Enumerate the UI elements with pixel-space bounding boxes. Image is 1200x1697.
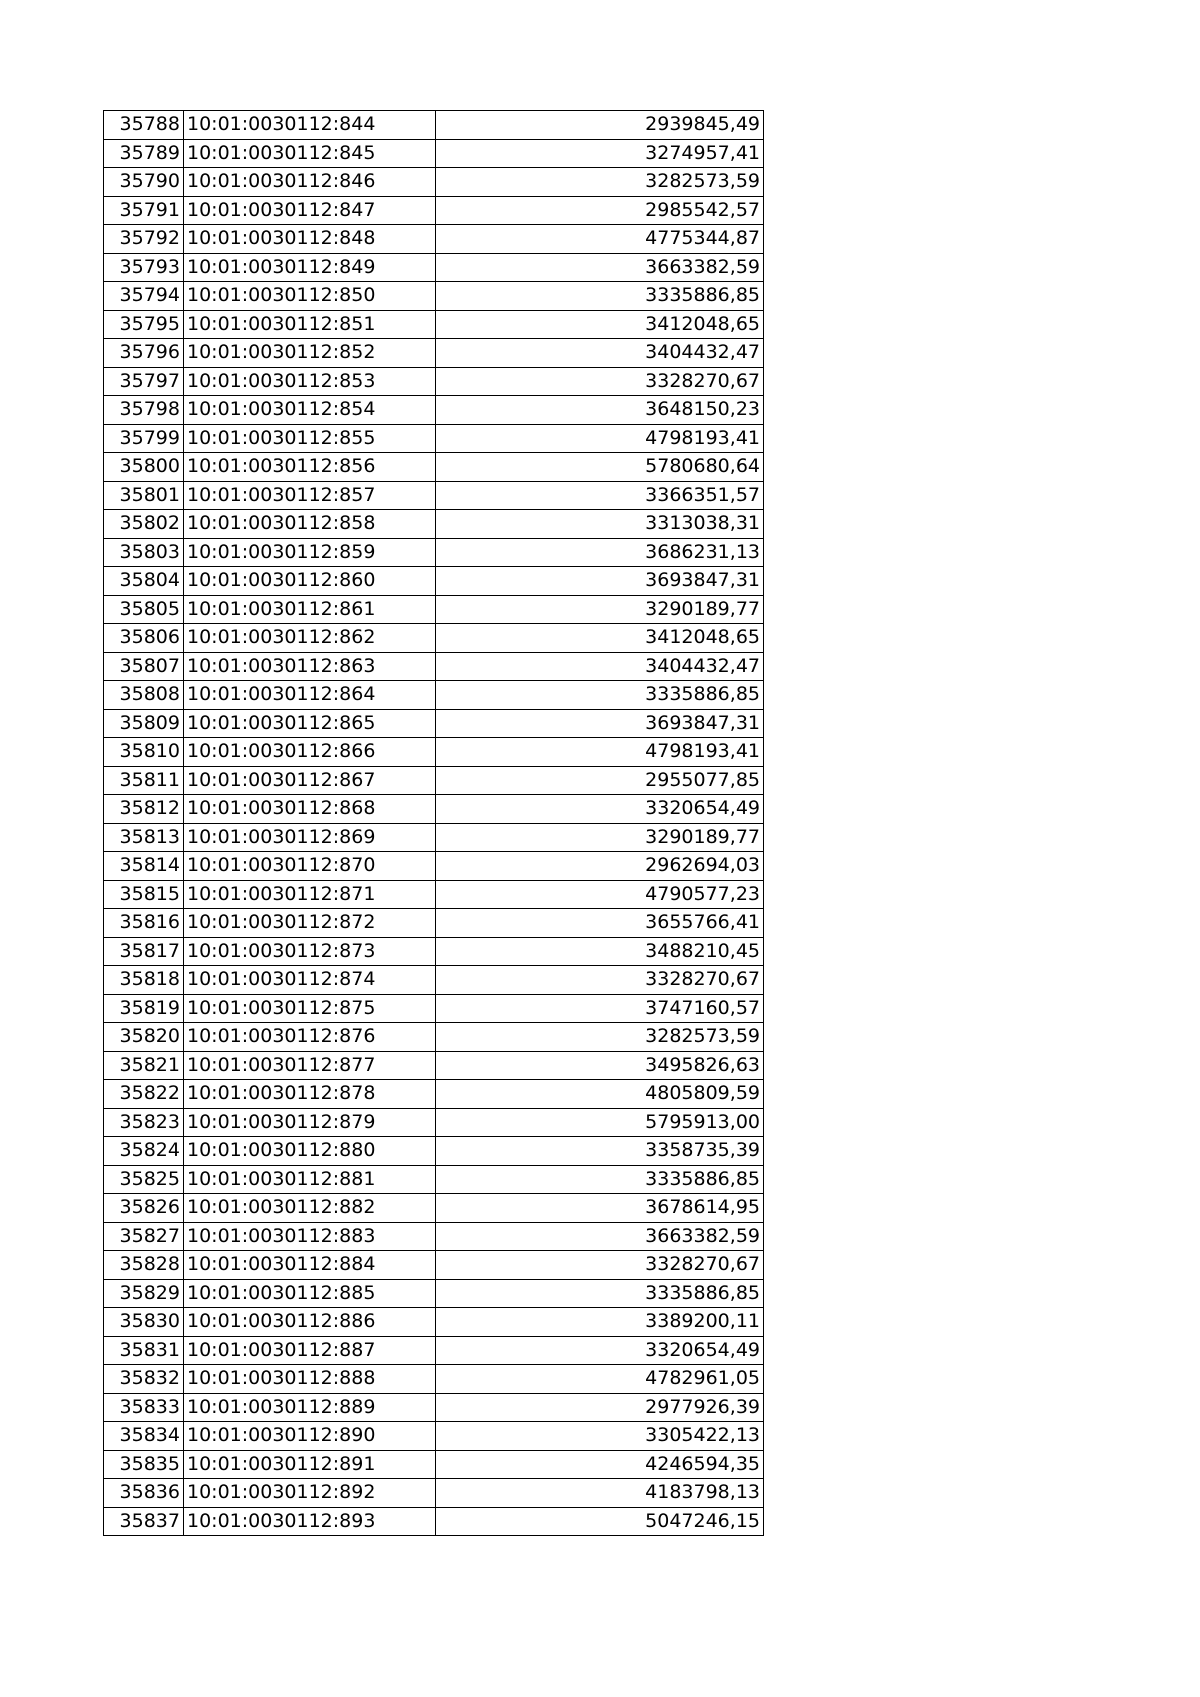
cadastral-number-cell: 10:01:0030112:845 bbox=[184, 139, 436, 168]
table-row bbox=[104, 852, 764, 881]
cadastral-number-cell: 10:01:0030112:856 bbox=[184, 453, 436, 482]
row-number-cell: 35793 bbox=[104, 253, 184, 282]
table-row bbox=[104, 994, 764, 1023]
table-row bbox=[104, 111, 764, 140]
value-cell: 4790577,23 bbox=[436, 880, 764, 909]
value-cell: 2977926,39 bbox=[436, 1393, 764, 1422]
value-cell: 3335886,85 bbox=[436, 282, 764, 311]
table-row bbox=[104, 1422, 764, 1451]
row-number-cell: 35804 bbox=[104, 567, 184, 596]
value-cell: 2955077,85 bbox=[436, 766, 764, 795]
row-number-cell: 35831 bbox=[104, 1336, 184, 1365]
table-row bbox=[104, 652, 764, 681]
row-number-cell: 35800 bbox=[104, 453, 184, 482]
row-number-cell: 35833 bbox=[104, 1393, 184, 1422]
row-number-cell: 35810 bbox=[104, 738, 184, 767]
table-row bbox=[104, 1479, 764, 1508]
cadastral-number-cell: 10:01:0030112:883 bbox=[184, 1222, 436, 1251]
value-cell: 3495826,63 bbox=[436, 1051, 764, 1080]
row-number-cell: 35835 bbox=[104, 1450, 184, 1479]
row-number-cell: 35791 bbox=[104, 196, 184, 225]
table-row bbox=[104, 766, 764, 795]
row-number-cell: 35834 bbox=[104, 1422, 184, 1451]
cadastral-number-cell: 10:01:0030112:876 bbox=[184, 1023, 436, 1052]
table-row bbox=[104, 1137, 764, 1166]
value-cell: 3282573,59 bbox=[436, 1023, 764, 1052]
value-cell: 4246594,35 bbox=[436, 1450, 764, 1479]
cadastral-number-cell: 10:01:0030112:859 bbox=[184, 538, 436, 567]
row-number-cell: 35805 bbox=[104, 595, 184, 624]
row-number-cell: 35817 bbox=[104, 937, 184, 966]
value-cell: 4782961,05 bbox=[436, 1365, 764, 1394]
value-cell: 3328270,67 bbox=[436, 1251, 764, 1280]
cadastral-number-cell: 10:01:0030112:861 bbox=[184, 595, 436, 624]
cadastral-number-cell: 10:01:0030112:854 bbox=[184, 396, 436, 425]
cadastral-number-cell: 10:01:0030112:884 bbox=[184, 1251, 436, 1280]
value-cell: 4183798,13 bbox=[436, 1479, 764, 1508]
table-row bbox=[104, 396, 764, 425]
table-body bbox=[104, 111, 764, 1536]
table-row bbox=[104, 738, 764, 767]
table-row bbox=[104, 367, 764, 396]
table-row bbox=[104, 282, 764, 311]
table-row bbox=[104, 1365, 764, 1394]
cadastral-value-table bbox=[103, 110, 764, 1536]
cadastral-number-cell: 10:01:0030112:889 bbox=[184, 1393, 436, 1422]
row-number-cell: 35819 bbox=[104, 994, 184, 1023]
row-number-cell: 35815 bbox=[104, 880, 184, 909]
cadastral-number-cell: 10:01:0030112:864 bbox=[184, 681, 436, 710]
row-number-cell: 35803 bbox=[104, 538, 184, 567]
value-cell: 3389200,11 bbox=[436, 1308, 764, 1337]
value-cell: 3663382,59 bbox=[436, 253, 764, 282]
table-row bbox=[104, 1336, 764, 1365]
cadastral-number-cell: 10:01:0030112:844 bbox=[184, 111, 436, 140]
value-cell: 5795913,00 bbox=[436, 1108, 764, 1137]
value-cell: 3320654,49 bbox=[436, 795, 764, 824]
value-cell: 3358735,39 bbox=[436, 1137, 764, 1166]
cadastral-number-cell: 10:01:0030112:867 bbox=[184, 766, 436, 795]
table-row bbox=[104, 1023, 764, 1052]
value-cell: 3366351,57 bbox=[436, 481, 764, 510]
table-row bbox=[104, 709, 764, 738]
table-row bbox=[104, 1051, 764, 1080]
row-number-cell: 35830 bbox=[104, 1308, 184, 1337]
cadastral-number-cell: 10:01:0030112:848 bbox=[184, 225, 436, 254]
row-number-cell: 35807 bbox=[104, 652, 184, 681]
table-row bbox=[104, 481, 764, 510]
row-number-cell: 35826 bbox=[104, 1194, 184, 1223]
table-row bbox=[104, 1194, 764, 1223]
row-number-cell: 35799 bbox=[104, 424, 184, 453]
cadastral-number-cell: 10:01:0030112:886 bbox=[184, 1308, 436, 1337]
cadastral-number-cell: 10:01:0030112:870 bbox=[184, 852, 436, 881]
row-number-cell: 35822 bbox=[104, 1080, 184, 1109]
row-number-cell: 35794 bbox=[104, 282, 184, 311]
cadastral-number-cell: 10:01:0030112:855 bbox=[184, 424, 436, 453]
value-cell: 3328270,67 bbox=[436, 966, 764, 995]
cadastral-number-cell: 10:01:0030112:869 bbox=[184, 823, 436, 852]
row-number-cell: 35832 bbox=[104, 1365, 184, 1394]
cadastral-number-cell: 10:01:0030112:863 bbox=[184, 652, 436, 681]
value-cell: 3693847,31 bbox=[436, 567, 764, 596]
row-number-cell: 35836 bbox=[104, 1479, 184, 1508]
value-cell: 3693847,31 bbox=[436, 709, 764, 738]
table-row bbox=[104, 168, 764, 197]
cadastral-number-cell: 10:01:0030112:893 bbox=[184, 1507, 436, 1536]
cadastral-number-cell: 10:01:0030112:882 bbox=[184, 1194, 436, 1223]
cadastral-number-cell: 10:01:0030112:851 bbox=[184, 310, 436, 339]
row-number-cell: 35796 bbox=[104, 339, 184, 368]
row-number-cell: 35823 bbox=[104, 1108, 184, 1137]
cadastral-number-cell: 10:01:0030112:852 bbox=[184, 339, 436, 368]
table-row bbox=[104, 1393, 764, 1422]
table-row bbox=[104, 1251, 764, 1280]
cadastral-number-cell: 10:01:0030112:868 bbox=[184, 795, 436, 824]
cadastral-number-cell: 10:01:0030112:847 bbox=[184, 196, 436, 225]
value-cell: 3335886,85 bbox=[436, 1165, 764, 1194]
value-cell: 3678614,95 bbox=[436, 1194, 764, 1223]
cadastral-number-cell: 10:01:0030112:877 bbox=[184, 1051, 436, 1080]
value-cell: 2939845,49 bbox=[436, 111, 764, 140]
table-row bbox=[104, 937, 764, 966]
value-cell: 3274957,41 bbox=[436, 139, 764, 168]
cadastral-number-cell: 10:01:0030112:891 bbox=[184, 1450, 436, 1479]
table-row bbox=[104, 681, 764, 710]
value-cell: 4798193,41 bbox=[436, 738, 764, 767]
row-number-cell: 35798 bbox=[104, 396, 184, 425]
value-cell: 3412048,65 bbox=[436, 310, 764, 339]
value-cell: 4805809,59 bbox=[436, 1080, 764, 1109]
cadastral-number-cell: 10:01:0030112:849 bbox=[184, 253, 436, 282]
value-cell: 3412048,65 bbox=[436, 624, 764, 653]
table-row bbox=[104, 880, 764, 909]
cadastral-number-cell: 10:01:0030112:878 bbox=[184, 1080, 436, 1109]
value-cell: 3335886,85 bbox=[436, 1279, 764, 1308]
cadastral-number-cell: 10:01:0030112:862 bbox=[184, 624, 436, 653]
row-number-cell: 35816 bbox=[104, 909, 184, 938]
cadastral-number-cell: 10:01:0030112:890 bbox=[184, 1422, 436, 1451]
row-number-cell: 35813 bbox=[104, 823, 184, 852]
row-number-cell: 35837 bbox=[104, 1507, 184, 1536]
value-cell: 3335886,85 bbox=[436, 681, 764, 710]
value-cell: 3747160,57 bbox=[436, 994, 764, 1023]
row-number-cell: 35801 bbox=[104, 481, 184, 510]
table-row bbox=[104, 1450, 764, 1479]
value-cell: 3328270,67 bbox=[436, 367, 764, 396]
cadastral-number-cell: 10:01:0030112:872 bbox=[184, 909, 436, 938]
table-row bbox=[104, 595, 764, 624]
row-number-cell: 35788 bbox=[104, 111, 184, 140]
value-cell: 2985542,57 bbox=[436, 196, 764, 225]
row-number-cell: 35812 bbox=[104, 795, 184, 824]
value-cell: 2962694,03 bbox=[436, 852, 764, 881]
value-cell: 3290189,77 bbox=[436, 823, 764, 852]
cadastral-number-cell: 10:01:0030112:881 bbox=[184, 1165, 436, 1194]
cadastral-number-cell: 10:01:0030112:865 bbox=[184, 709, 436, 738]
value-cell: 3663382,59 bbox=[436, 1222, 764, 1251]
table-row bbox=[104, 909, 764, 938]
table-row bbox=[104, 624, 764, 653]
table-row bbox=[104, 1080, 764, 1109]
cadastral-number-cell: 10:01:0030112:879 bbox=[184, 1108, 436, 1137]
cadastral-number-cell: 10:01:0030112:892 bbox=[184, 1479, 436, 1508]
row-number-cell: 35789 bbox=[104, 139, 184, 168]
table-row bbox=[104, 1507, 764, 1536]
row-number-cell: 35824 bbox=[104, 1137, 184, 1166]
row-number-cell: 35808 bbox=[104, 681, 184, 710]
row-number-cell: 35809 bbox=[104, 709, 184, 738]
value-cell: 3320654,49 bbox=[436, 1336, 764, 1365]
table-row bbox=[104, 538, 764, 567]
cadastral-number-cell: 10:01:0030112:853 bbox=[184, 367, 436, 396]
value-cell: 3404432,47 bbox=[436, 339, 764, 368]
table-row bbox=[104, 424, 764, 453]
cadastral-number-cell: 10:01:0030112:866 bbox=[184, 738, 436, 767]
value-cell: 3282573,59 bbox=[436, 168, 764, 197]
value-cell: 3655766,41 bbox=[436, 909, 764, 938]
cadastral-number-cell: 10:01:0030112:858 bbox=[184, 510, 436, 539]
row-number-cell: 35820 bbox=[104, 1023, 184, 1052]
table-row bbox=[104, 196, 764, 225]
value-cell: 3686231,13 bbox=[436, 538, 764, 567]
row-number-cell: 35814 bbox=[104, 852, 184, 881]
table-row bbox=[104, 225, 764, 254]
table-row bbox=[104, 510, 764, 539]
row-number-cell: 35829 bbox=[104, 1279, 184, 1308]
table-row bbox=[104, 253, 764, 282]
value-cell: 4798193,41 bbox=[436, 424, 764, 453]
value-cell: 3290189,77 bbox=[436, 595, 764, 624]
value-cell: 5047246,15 bbox=[436, 1507, 764, 1536]
table-row bbox=[104, 1308, 764, 1337]
row-number-cell: 35828 bbox=[104, 1251, 184, 1280]
row-number-cell: 35811 bbox=[104, 766, 184, 795]
table-row bbox=[104, 310, 764, 339]
cadastral-number-cell: 10:01:0030112:888 bbox=[184, 1365, 436, 1394]
value-cell: 5780680,64 bbox=[436, 453, 764, 482]
value-cell: 3305422,13 bbox=[436, 1422, 764, 1451]
row-number-cell: 35818 bbox=[104, 966, 184, 995]
cadastral-number-cell: 10:01:0030112:871 bbox=[184, 880, 436, 909]
table-row bbox=[104, 1108, 764, 1137]
value-cell: 4775344,87 bbox=[436, 225, 764, 254]
row-number-cell: 35821 bbox=[104, 1051, 184, 1080]
cadastral-number-cell: 10:01:0030112:857 bbox=[184, 481, 436, 510]
row-number-cell: 35797 bbox=[104, 367, 184, 396]
table-row bbox=[104, 339, 764, 368]
row-number-cell: 35825 bbox=[104, 1165, 184, 1194]
row-number-cell: 35827 bbox=[104, 1222, 184, 1251]
value-cell: 3648150,23 bbox=[436, 396, 764, 425]
table-row bbox=[104, 567, 764, 596]
table-row bbox=[104, 139, 764, 168]
row-number-cell: 35790 bbox=[104, 168, 184, 197]
value-cell: 3313038,31 bbox=[436, 510, 764, 539]
cadastral-number-cell: 10:01:0030112:880 bbox=[184, 1137, 436, 1166]
cadastral-number-cell: 10:01:0030112:860 bbox=[184, 567, 436, 596]
table-row bbox=[104, 823, 764, 852]
table-row bbox=[104, 1165, 764, 1194]
cadastral-number-cell: 10:01:0030112:885 bbox=[184, 1279, 436, 1308]
row-number-cell: 35806 bbox=[104, 624, 184, 653]
cadastral-number-cell: 10:01:0030112:846 bbox=[184, 168, 436, 197]
value-cell: 3404432,47 bbox=[436, 652, 764, 681]
cadastral-number-cell: 10:01:0030112:874 bbox=[184, 966, 436, 995]
table-row bbox=[104, 1279, 764, 1308]
table-row bbox=[104, 1222, 764, 1251]
table-row bbox=[104, 966, 764, 995]
row-number-cell: 35802 bbox=[104, 510, 184, 539]
value-cell: 3488210,45 bbox=[436, 937, 764, 966]
cadastral-number-cell: 10:01:0030112:850 bbox=[184, 282, 436, 311]
table-row bbox=[104, 453, 764, 482]
row-number-cell: 35795 bbox=[104, 310, 184, 339]
table-row bbox=[104, 795, 764, 824]
cadastral-number-cell: 10:01:0030112:887 bbox=[184, 1336, 436, 1365]
cadastral-number-cell: 10:01:0030112:875 bbox=[184, 994, 436, 1023]
row-number-cell: 35792 bbox=[104, 225, 184, 254]
cadastral-number-cell: 10:01:0030112:873 bbox=[184, 937, 436, 966]
